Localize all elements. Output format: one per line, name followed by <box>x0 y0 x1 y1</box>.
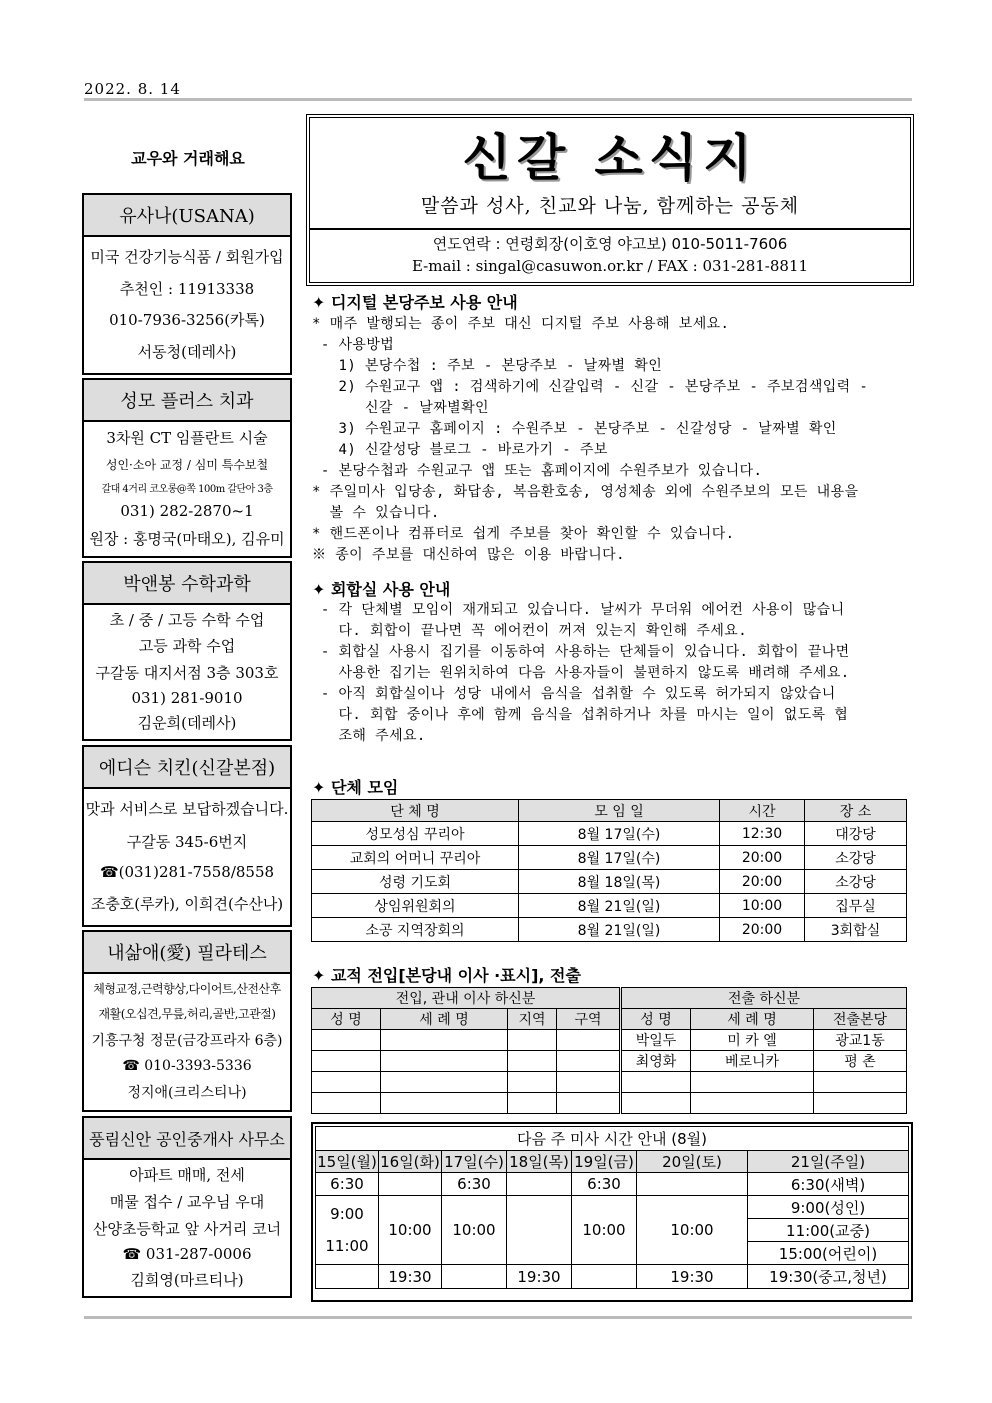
section-title-meeting-room: ✦ 회합실 사용 안내 <box>312 580 451 599</box>
ad-line: ☎ 031-287-0006 <box>122 1245 252 1263</box>
col-header: 장 소 <box>805 800 907 822</box>
cell: 20:00 <box>720 918 805 942</box>
mass-time: 10:00 <box>637 1196 748 1265</box>
ad-line: 재활(오십견,무릎,허리,골반,고관절) <box>98 1007 276 1021</box>
mass-time: 6:30 <box>572 1173 637 1196</box>
ad-line: 성인·소아 교정 / 심미 특수보철 <box>105 457 269 472</box>
col-header: 성 명 <box>312 1009 381 1030</box>
mass-time: 15:00(어린이) <box>748 1242 909 1265</box>
mass-time: 10:00 <box>379 1196 442 1265</box>
text-line: - 본당수첩과 수원교구 앱 또는 홈페이지에 수원주보가 있습니다. <box>312 463 763 479</box>
day-header: 17일(수) <box>442 1151 507 1173</box>
ad-line: 고등 과학 수업 <box>138 637 236 656</box>
section-title-transfer: ✦ 교적 전입[본당내 이사 ·표시], 전출 <box>312 966 581 985</box>
cell: 베로니카 <box>691 1051 814 1072</box>
ad-line: 매물 접수 / 교우님 우대 <box>109 1193 265 1211</box>
ad-line: 구갈동 345-6번지 <box>126 832 248 851</box>
ad-line: 010-7936-3256(카톡) <box>109 311 265 330</box>
text-line: 3) 수원교구 홈페이지 : 수원주보 - 본당주보 - 신갈성당 - 날짜별 확인 <box>312 421 837 437</box>
cell: 미 카 엘 <box>691 1030 814 1051</box>
cell: 3회합실 <box>805 918 907 942</box>
ad-line: 원장 : 홍명국(마태오), 김유미 <box>89 529 285 548</box>
col-header: 시간 <box>720 800 805 822</box>
cell: 8월 17일(수) <box>519 846 720 870</box>
ad-line: 산양초등학교 앞 사거리 코너 <box>92 1220 282 1238</box>
col-header: 세 례 명 <box>381 1009 508 1030</box>
contact-line: 연도연락 : 연령회장(이호영 야고보) 010-5011-7606 <box>432 235 788 253</box>
mass-time: 19:30(중고,청년) <box>748 1265 909 1289</box>
col-header: 단 체 명 <box>312 800 519 822</box>
table-row <box>312 822 907 846</box>
text-line: 조해 주세요. <box>312 728 426 744</box>
day-header: 15일(월) <box>316 1151 379 1173</box>
text-line: 다. 회합 중이나 후에 함께 음식을 섭취하거나 차를 마시는 일이 없도록 협 <box>312 707 849 723</box>
ad-math-name: 박앤봉 수학과학 <box>82 561 292 605</box>
bottom-divider <box>84 1316 912 1319</box>
table-row <box>312 1051 907 1072</box>
ad-pilates-name: 내삶애(愛) 필라테스 <box>82 930 292 974</box>
masthead-subtitle: 말씀과 성사, 친교와 나눔, 함께하는 공동체 <box>420 195 800 217</box>
ad-chicken-name: 에디슨 치킨(신갈본점) <box>82 745 292 789</box>
ad-usana-body <box>82 235 292 375</box>
text-line: 4) 신갈성당 블로그 - 바로가기 - 주보 <box>312 442 608 458</box>
mass-schedule-title: 다음 주 미사 시간 안내 (8월) <box>316 1127 909 1151</box>
cell: 상임위원회의 <box>312 894 519 918</box>
table-row <box>312 1030 907 1051</box>
meeting-room-text <box>312 600 850 747</box>
ad-line: ☎(031)281-7558/8558 <box>99 863 275 882</box>
cell: 집무실 <box>805 894 907 918</box>
cell: 성모성심 꾸리아 <box>312 822 519 846</box>
mass-time: 6:30 <box>442 1173 507 1196</box>
ad-line: 구갈동 대지서점 3층 303호 <box>95 663 279 682</box>
ad-line: 체형교정,근력향상,다이어트,산전산후 <box>93 982 281 996</box>
day-header: 18일(목) <box>507 1151 572 1173</box>
table-row <box>312 870 907 894</box>
ad-line: 갈대 4거리 코오롱@쪽 100m 갈단아 3층 <box>101 483 273 495</box>
ad-line: 031) 281-9010 <box>131 688 243 707</box>
section-title-groups: ✦ 단체 모임 <box>312 778 399 797</box>
col-header: 전출본당 <box>814 1009 907 1030</box>
mass-time: 10:00 <box>572 1196 637 1265</box>
table-row <box>312 846 907 870</box>
cell: 12:30 <box>720 822 805 846</box>
mass-time: 10:00 <box>442 1196 507 1265</box>
mass-time: 6:30 <box>316 1173 379 1196</box>
group-header-in: 전입, 관내 이사 하신분 <box>312 988 621 1009</box>
cell: 소강당 <box>805 846 907 870</box>
cell: 최영화 <box>621 1051 691 1072</box>
ad-line: 미국 건강기능식품 / 회원가입 <box>90 247 284 266</box>
ad-line: 조충호(루카), 이희견(수산나) <box>90 894 284 913</box>
sidebar-title: 교우와 거래해요 <box>131 149 245 168</box>
text-line: - 회합실 사용시 집기를 이동하여 사용하는 단체들이 있습니다. 회합이 끝나면 <box>312 644 850 660</box>
ad-math-body <box>82 603 292 741</box>
day-header: 21일(주일) <box>748 1151 909 1173</box>
ad-usana-name: 유사나(USANA) <box>82 193 292 237</box>
cell: 8월 17일(수) <box>519 822 720 846</box>
masthead-title: 신갈 소식지 <box>462 128 758 187</box>
col-header: 세 례 명 <box>691 1009 814 1030</box>
text-line: * 매주 발행되는 종이 주보 대신 디지털 주보 사용해 보세요. <box>312 316 730 332</box>
text-line: 1) 본당수첩 : 주보 - 본당주보 - 날짜별 확인 <box>312 358 663 374</box>
cell: 평 촌 <box>814 1051 907 1072</box>
groups-table <box>311 799 907 942</box>
text-line: - 아직 회합실이나 성당 내에서 음식을 섭취할 수 있도록 허가되지 않았습니 <box>312 686 836 702</box>
ad-line: 031) 282-2870~1 <box>120 502 254 521</box>
issue-date: 2022. 8. 14 <box>84 80 181 98</box>
mass-time: 19:30 <box>379 1265 442 1289</box>
ad-chicken-body <box>82 787 292 927</box>
text-line: 사용한 집기는 원위치하여 다음 사용자들이 불편하지 않도록 배려해 주세요. <box>312 665 850 681</box>
transfer-table <box>311 987 907 1114</box>
ad-line: 정지애(크리스티나) <box>127 1085 247 1101</box>
cell: 20:00 <box>720 870 805 894</box>
ad-realty-name: 풍림신안 공인중개사 사무소 <box>82 1116 292 1160</box>
day-header: 19일(금) <box>572 1151 637 1173</box>
ad-line: 김운희(데레사) <box>137 714 237 733</box>
ad-line: 기흥구청 정문(금강프라자 6층) <box>91 1033 283 1049</box>
mass-time: 11:00(교중) <box>748 1219 909 1242</box>
mass-time: 19:30 <box>507 1265 572 1289</box>
col-header: 모 임 일 <box>519 800 720 822</box>
text-line: ※ 종이 주보를 대신하여 많은 이용 바랍니다. <box>312 547 625 563</box>
text-line: * 핸드폰이나 컴퓨터로 쉽게 주보를 찾아 확인할 수 있습니다. <box>312 526 735 542</box>
text-line: 2) 수원교구 앱 : 검색하기에 신갈입력 - 신갈 - 본당주보 - 주보검색입력 - <box>312 379 869 395</box>
cell: 교회의 어머니 꾸리아 <box>312 846 519 870</box>
mass-time: 19:30 <box>637 1265 748 1289</box>
mass-time: 9:00 <box>330 1205 364 1223</box>
col-header: 구역 <box>557 1009 621 1030</box>
mass-time: 9:00(성인) <box>748 1196 909 1219</box>
cell: 10:00 <box>720 894 805 918</box>
cell: 8월 18일(목) <box>519 870 720 894</box>
day-header: 16일(화) <box>379 1151 442 1173</box>
mass-time-group <box>316 1196 379 1265</box>
ad-dental-name: 성모 플러스 치과 <box>82 378 292 422</box>
text-line: - 사용방법 <box>312 337 395 353</box>
ad-line: 아파트 매매, 전세 <box>129 1166 245 1184</box>
mass-schedule-box <box>311 1122 913 1302</box>
cell: 8월 21일(일) <box>519 894 720 918</box>
ad-dental-body <box>82 420 292 558</box>
text-line: - 각 단체별 모임이 재개되고 있습니다. 날씨가 무더워 에어컨 사용이 많습니 <box>312 602 845 618</box>
mass-time: 6:30(새벽) <box>748 1173 909 1196</box>
table-row <box>312 918 907 942</box>
ad-line: ☎ 010-3393-5336 <box>122 1058 252 1074</box>
ad-line: 김희영(마르티나) <box>130 1271 244 1289</box>
table-row <box>312 1072 907 1093</box>
email-fax-line: E-mail : singal@casuwon.or.kr / FAX : 031-281-8811 <box>411 257 809 275</box>
cell: 20:00 <box>720 846 805 870</box>
text-line: 신갈 - 날짜별확인 <box>312 400 489 416</box>
cell: 성령 기도회 <box>312 870 519 894</box>
col-header: 지역 <box>508 1009 557 1030</box>
ad-realty-body <box>82 1158 292 1298</box>
cell: 소강당 <box>805 870 907 894</box>
text-line: 볼 수 있습니다. <box>312 505 440 521</box>
cell: 8월 21일(일) <box>519 918 720 942</box>
cell: 박일두 <box>621 1030 691 1051</box>
day-header: 20일(토) <box>637 1151 748 1173</box>
table-row <box>312 1093 907 1114</box>
group-header-out: 전출 하신분 <box>621 988 907 1009</box>
cell: 광교1동 <box>814 1030 907 1051</box>
digital-notice-text <box>312 314 868 566</box>
text-line: * 주일미사 입당송, 화답송, 복음환호송, 영성체송 외에 수원주보의 모든 내용을 <box>312 484 859 500</box>
masthead-divider <box>310 228 910 230</box>
cell: 소공 지역장회의 <box>312 918 519 942</box>
cell: 대강당 <box>805 822 907 846</box>
ad-line: 맛과 서비스로 보답하겠습니다. <box>85 800 289 819</box>
table-row <box>312 894 907 918</box>
ad-line: 추천인 : 11913338 <box>119 279 255 298</box>
top-divider <box>84 98 912 101</box>
mass-schedule-table <box>315 1126 909 1289</box>
ad-line: 3차원 CT 임플란트 시술 <box>106 429 268 448</box>
ad-line: 초 / 중 / 고등 수학 수업 <box>109 610 265 629</box>
mass-time: 11:00 <box>325 1237 369 1255</box>
col-header: 성 명 <box>621 1009 691 1030</box>
section-title-digital: ✦ 디지털 본당주보 사용 안내 <box>312 293 518 312</box>
text-line: 다. 회합이 끝나면 꼭 에어컨이 꺼져 있는지 확인해 주세요. <box>312 623 748 639</box>
ad-pilates-body <box>82 972 292 1112</box>
ad-line: 서동청(데레사) <box>137 343 237 362</box>
